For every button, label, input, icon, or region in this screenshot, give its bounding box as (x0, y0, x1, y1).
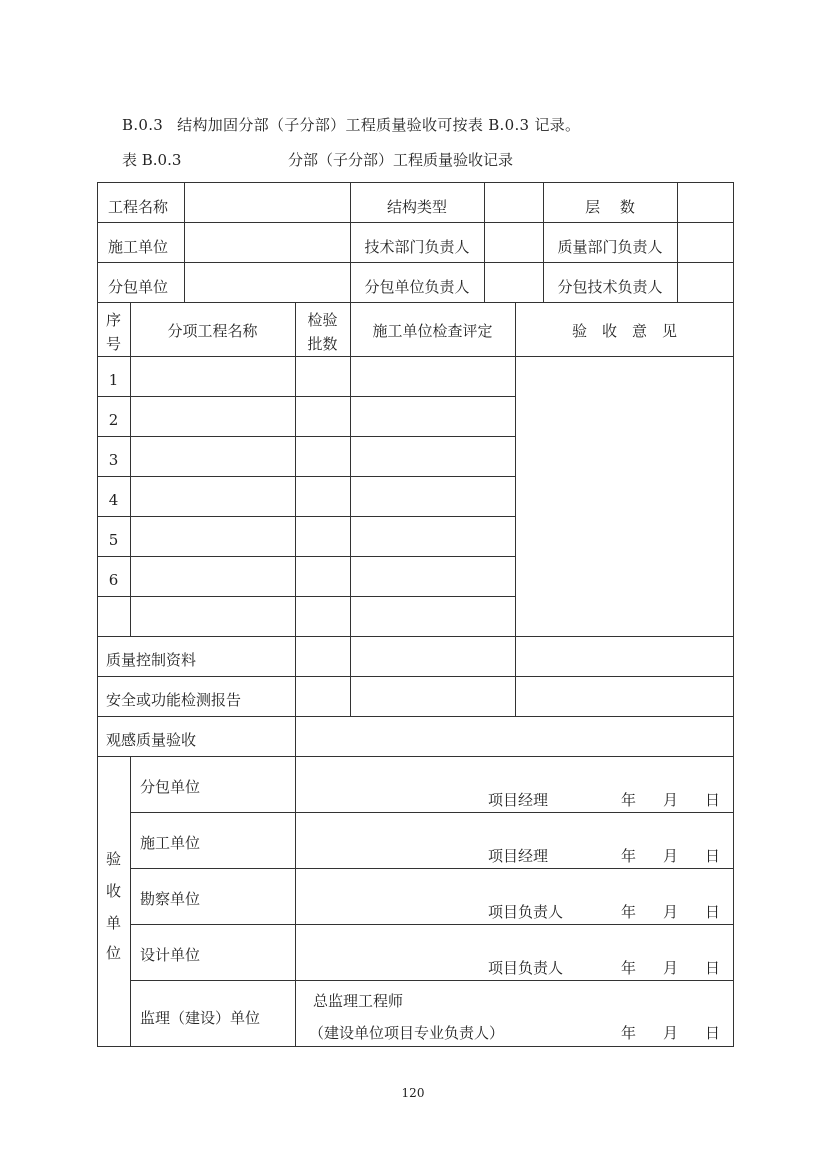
date-year: 年 (621, 791, 637, 809)
rule (97, 756, 734, 757)
label-acceptance-units-char: 验 (105, 850, 121, 868)
rule (184, 182, 185, 302)
row-number: 3 (108, 451, 119, 469)
label-appearance-acceptance: 观感质量验收 (106, 731, 197, 749)
unit-design-signer: 项目负责人 (488, 959, 564, 977)
label-floors: 层 数 (585, 198, 635, 216)
acceptance-table (97, 182, 734, 1047)
date-day: 日 (705, 1024, 721, 1042)
label-quality-control-data: 质量控制资料 (106, 651, 197, 669)
date-month: 月 (663, 791, 679, 809)
clause-number: B.0.3 (122, 116, 164, 134)
label-construction-unit: 施工单位 (108, 238, 169, 256)
rule (295, 302, 296, 756)
label-safety-report: 安全或功能检测报告 (106, 691, 242, 709)
date-month: 月 (663, 903, 679, 921)
rule (97, 476, 515, 477)
row-number: 1 (108, 371, 119, 389)
col-acceptance-opinion: 验 收 意 见 (571, 322, 677, 340)
rule (97, 436, 515, 437)
label-project-name: 工程名称 (108, 198, 169, 216)
rule (130, 980, 734, 981)
table-title: 分部（子分部）工程质量验收记录 (288, 151, 514, 169)
rule (97, 716, 734, 717)
col-subitem-name: 分项工程名称 (167, 322, 258, 340)
unit-survey-signer: 项目负责人 (488, 903, 564, 921)
unit-survey-name: 勘察单位 (140, 890, 201, 908)
rule (484, 182, 485, 302)
label-subcontract-unit-head: 分包单位负责人 (364, 278, 470, 296)
label-acceptance-units-char: 单 (105, 914, 121, 932)
date-year: 年 (621, 847, 637, 865)
label-acceptance-units-char: 位 (105, 944, 121, 962)
unit-subcontract-signer: 项目经理 (488, 791, 549, 809)
unit-subcontract-name: 分包单位 (140, 778, 201, 796)
rule (97, 636, 734, 637)
unit-design-name: 设计单位 (140, 946, 201, 964)
rule (130, 302, 131, 636)
rule (97, 356, 734, 357)
clause-body: 结构加固分部（子分部）工程质量验收可按表 B.0.3 记录。 (177, 116, 581, 134)
row-number: 5 (108, 531, 119, 549)
date-month: 月 (663, 847, 679, 865)
rule (130, 868, 734, 869)
rule (130, 924, 734, 925)
rule (97, 222, 734, 223)
rule (130, 756, 131, 1047)
label-subcontract-tech-head: 分包技术负责人 (557, 278, 663, 296)
rule (295, 756, 296, 1047)
unit-supervision-signer-line1: 总监理工程师 (313, 992, 404, 1010)
col-construction-eval: 施工单位检查评定 (372, 322, 493, 340)
rule (97, 516, 515, 517)
page-number: 120 (401, 1086, 425, 1100)
label-structure-type: 结构类型 (386, 198, 447, 216)
rule (130, 812, 734, 813)
unit-construction-name: 施工单位 (140, 834, 201, 852)
row-number: 2 (108, 411, 119, 429)
col-batch-line1: 检验 (307, 311, 338, 329)
date-day: 日 (705, 903, 721, 921)
label-acceptance-units-char: 收 (105, 882, 121, 900)
rule (97, 302, 734, 303)
rule (515, 302, 516, 716)
date-day: 日 (705, 959, 721, 977)
unit-supervision-name: 监理（建设）单位 (140, 1009, 261, 1027)
date-year: 年 (621, 1024, 637, 1042)
rule (677, 182, 678, 302)
rule (97, 676, 734, 677)
rule (97, 262, 734, 263)
unit-construction-signer: 项目经理 (488, 847, 549, 865)
table-caption (122, 149, 742, 171)
rule (97, 596, 515, 597)
label-tech-dept-head: 技术部门负责人 (364, 238, 470, 256)
clause-text (122, 114, 580, 135)
date-year: 年 (621, 903, 637, 921)
rule (350, 302, 351, 716)
row-number: 6 (108, 571, 119, 589)
rule (97, 556, 515, 557)
date-year: 年 (621, 959, 637, 977)
label-quality-dept-head: 质量部门负责人 (557, 238, 663, 256)
date-day: 日 (705, 791, 721, 809)
label-subcontract-unit: 分包单位 (108, 278, 169, 296)
unit-supervision-signer-line2: （建设单位项目专业负责人） (309, 1024, 505, 1042)
col-batch-line2: 批数 (307, 335, 338, 353)
table-number: 表 B.0.3 (122, 151, 182, 169)
date-month: 月 (663, 959, 679, 977)
row-number: 4 (108, 491, 119, 509)
col-seq-line2: 号 (105, 335, 121, 353)
date-month: 月 (663, 1024, 679, 1042)
date-day: 日 (705, 847, 721, 865)
col-seq-line1: 序 (105, 311, 121, 329)
rule (97, 396, 515, 397)
